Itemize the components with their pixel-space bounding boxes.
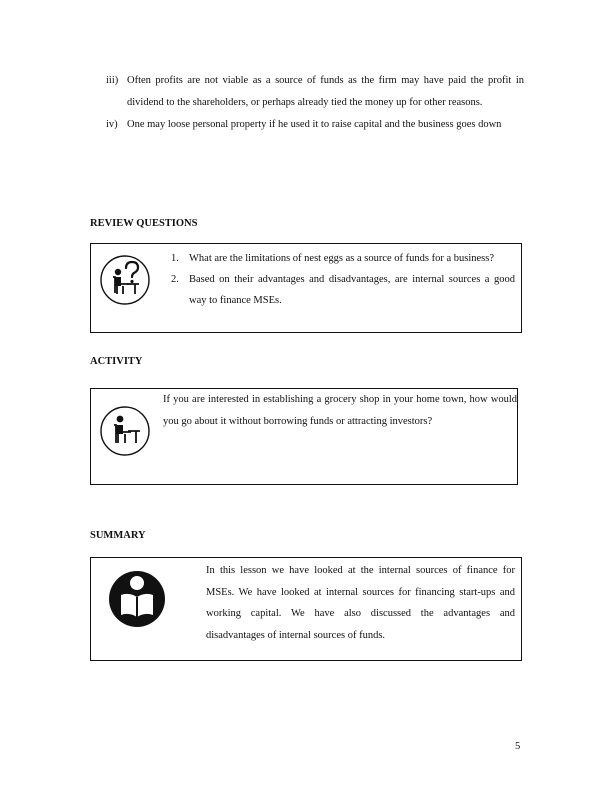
list-item (106, 70, 524, 114)
list-item (163, 269, 515, 311)
review-questions-list (163, 248, 515, 311)
reading-book-icon (107, 568, 167, 630)
activity-text: If you are interested in establishing a grocery shop in your home town, how would you go about it without borrowing funds or attracting investors? (163, 394, 517, 427)
page-number: 5 (515, 741, 521, 752)
intro-list (106, 70, 524, 136)
question-text: What are the limitations of nest eggs as a source of funds for a business? (189, 253, 494, 264)
list-item (163, 248, 515, 269)
summary-text: In this lesson we have looked at the internal sources of finance for MSEs. We have looked at internal sources for financing start-ups and working capital. We have also discussed the advantages and disadvantages of internal sources of funds. (206, 565, 515, 641)
list-item-number: iv) (106, 119, 118, 130)
review-questions-heading: REVIEW QUESTIONS (90, 218, 198, 229)
list-item-number: iii) (106, 75, 119, 86)
question-text: Based on their advantages and disadvantages, are internal sources a good way to finance MSEs. (189, 274, 515, 306)
question-number: 1. (171, 253, 179, 264)
activity-heading: ACTIVITY (90, 356, 143, 367)
activity-box (90, 388, 518, 485)
thinking-person-icon (99, 254, 151, 306)
review-questions-box (90, 243, 522, 333)
question-number: 2. (171, 274, 179, 285)
list-item-text: Often profits are not viable as a source of funds as the firm may have paid the profit in dividend to the shareholders, or perhaps already tied the money up for other reasons. (127, 75, 524, 108)
summary-heading: SUMMARY (90, 530, 146, 541)
person-at-desk-icon (99, 405, 151, 457)
summary-box (90, 557, 522, 661)
list-item (106, 114, 524, 136)
list-item-text: One may loose personal property if he used it to raise capital and the business goes down (127, 119, 502, 130)
